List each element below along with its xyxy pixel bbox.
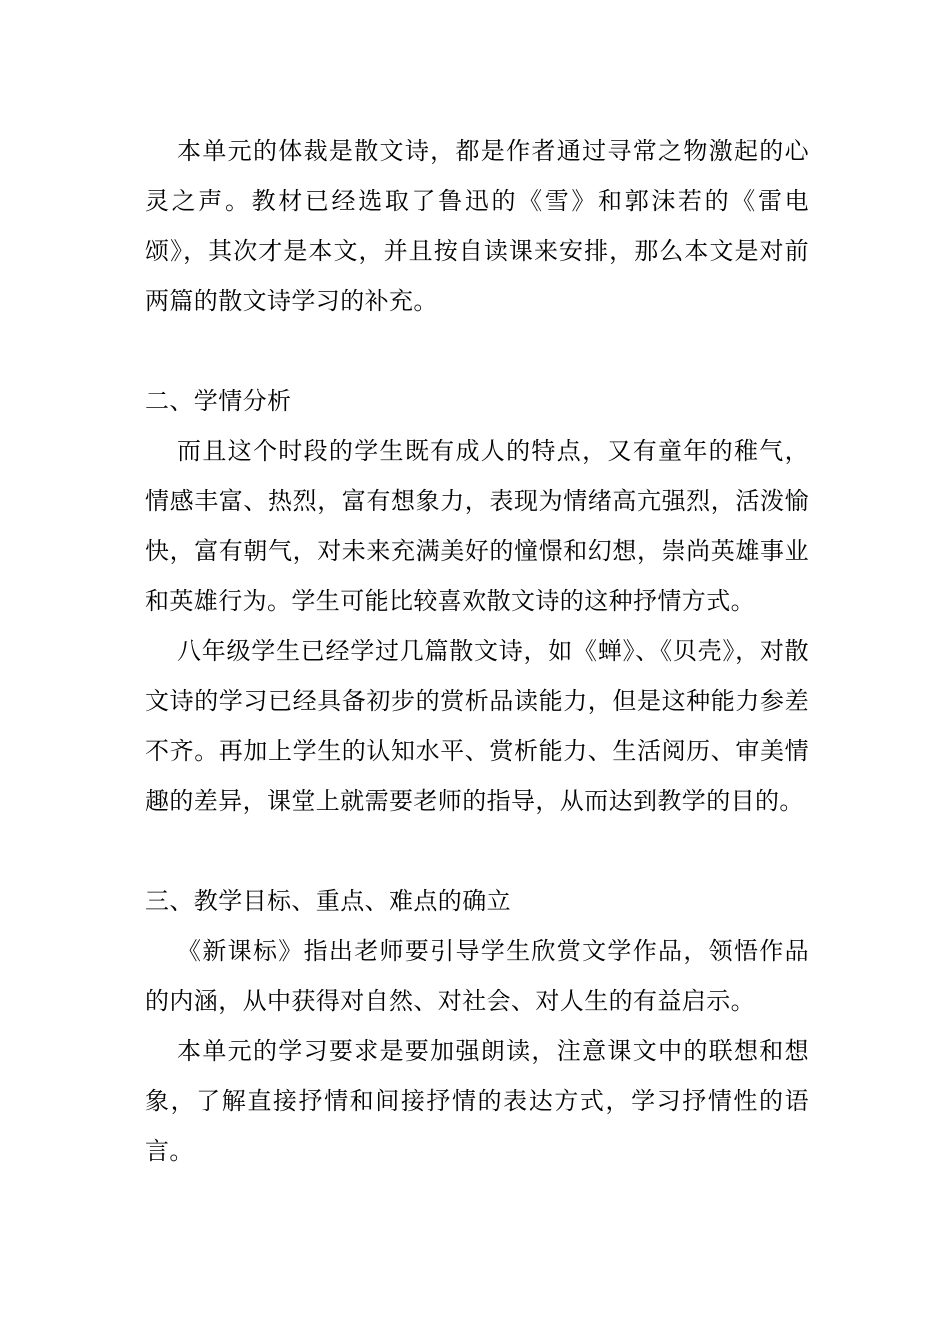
document-body: [145, 126, 809, 1176]
heading-teaching-goals: 三、教学目标、重点、难点的确立: [145, 887, 511, 915]
paragraph-curriculum-standard: 《新课标》指出老师要引导学生欣赏文学作品，领悟作品的内涵，从中获得对自然、对社会、对人生的有益启示。: [145, 937, 809, 1015]
paragraph-unit-genre: 本单元的体裁是散文诗，都是作者通过寻常之物激起的心灵之声。教材已经选取了鲁迅的《雪》和郭沫若的《雷电颂》，其次才是本文，并且按自读课来安排，那么本文是对前两篇的散文诗学习的补充。: [145, 137, 809, 315]
section-gap: [145, 326, 809, 376]
section-gap: [145, 826, 809, 876]
paragraph-unit-requirements: 本单元的学习要求是要加强朗读，注意课文中的联想和想象，了解直接抒情和间接抒情的表达方式，学习抒情性的语言。: [145, 1037, 809, 1165]
paragraph-student-ability: 八年级学生已经学过几篇散文诗，如《蝉》、《贝壳》，对散文诗的学习已经具备初步的赏析品读能力，但是这种能力参差不齐。再加上学生的认知水平、赏析能力、生活阅历、审美情趣的差异，课堂上就需要老师的指导，从而达到教学的目的。: [145, 637, 809, 815]
heading-student-analysis: 二、学情分析: [145, 387, 292, 415]
paragraph-student-traits: 而且这个时段的学生既有成人的特点，又有童年的稚气，情感丰富、热烈，富有想象力，表现为情绪高亢强烈，活泼愉快，富有朝气，对未来充满美好的憧憬和幻想，崇尚英雄事业和英雄行为。学生可能比较喜欢散文诗的这种抒情方式。: [145, 437, 809, 615]
